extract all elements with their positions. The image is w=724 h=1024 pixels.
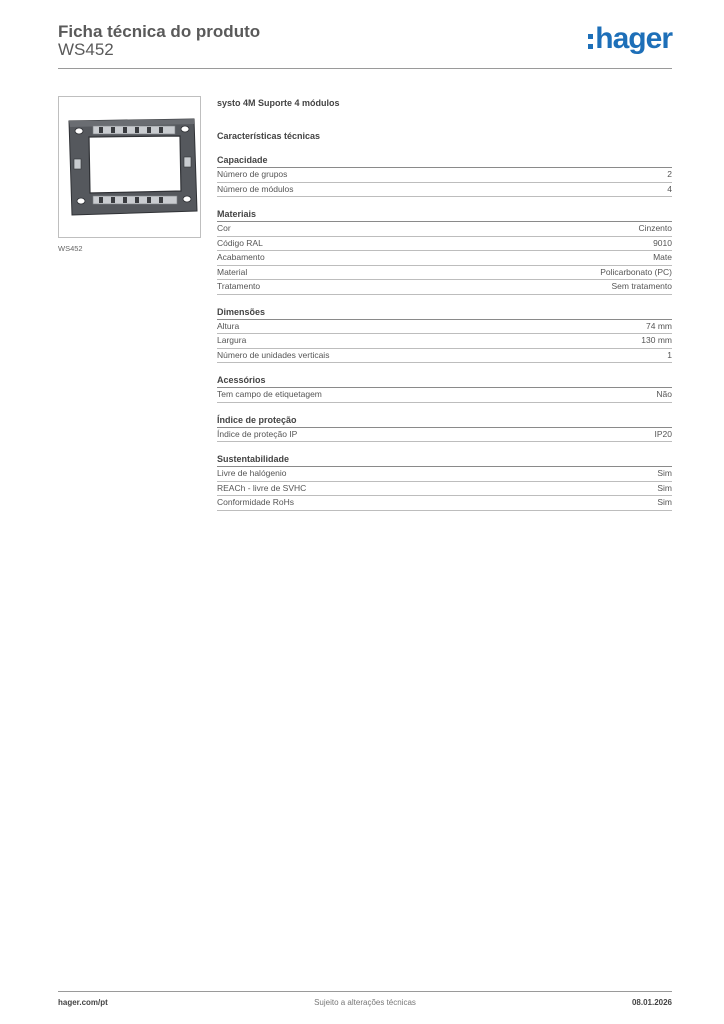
- spec-row: [217, 482, 672, 497]
- spec-row: [217, 222, 672, 237]
- spec-sheet: [217, 96, 672, 511]
- spec-value: Sim: [657, 497, 672, 507]
- spec-row: [217, 237, 672, 252]
- spec-row: [217, 428, 672, 443]
- spec-value: 74 mm: [646, 320, 672, 331]
- spec-value: Policarbonato (PC): [600, 266, 672, 277]
- spec-value: Mate: [653, 252, 672, 262]
- spec-label: Tem campo de etiquetagem: [217, 389, 322, 399]
- image-caption: WS452: [58, 244, 83, 253]
- spec-value: 4: [667, 183, 672, 194]
- section-title: Acessórios: [217, 374, 672, 388]
- logo-dots-icon: [588, 34, 593, 49]
- section-sustentabilidade: [217, 453, 672, 511]
- section-title: Índice de proteção: [217, 414, 672, 428]
- section-title: Capacidade: [217, 154, 672, 168]
- spec-row: [217, 266, 672, 281]
- hager-logo: [588, 22, 672, 56]
- spec-value: Sim: [657, 482, 672, 493]
- footer-disclaimer: Sujeito a alterações técnicas: [314, 998, 416, 1007]
- footer-divider: [58, 991, 672, 992]
- spec-value: Cinzento: [638, 223, 672, 233]
- spec-row: [217, 251, 672, 266]
- section-indice-protecao: [217, 414, 672, 443]
- section-capacidade: [217, 154, 672, 197]
- spec-row: [217, 334, 672, 349]
- spec-value: 2: [667, 169, 672, 179]
- document-title: Ficha técnica do produto: [58, 22, 261, 41]
- spec-row: [217, 280, 672, 295]
- spec-label: Número de unidades verticais: [217, 349, 330, 360]
- technical-characteristics-heading: Características técnicas: [217, 131, 321, 141]
- spec-label: Índice de proteção IP: [217, 428, 298, 439]
- page-header: [58, 22, 672, 70]
- spec-label: Número de módulos: [217, 183, 294, 194]
- footer-date: 08.01.2026: [631, 998, 672, 1007]
- spec-label: Altura: [217, 320, 240, 331]
- page-footer: [58, 998, 672, 1010]
- spec-label: Largura: [217, 335, 247, 345]
- spec-value: 130 mm: [641, 335, 672, 345]
- spec-row: [217, 496, 672, 511]
- product-name: systo 4M Suporte 4 módulos: [217, 98, 340, 108]
- spec-value: Não: [656, 389, 672, 399]
- spec-label: REACh - livre de SVHC: [217, 482, 307, 493]
- spec-label: Livre de halógenio: [217, 468, 287, 478]
- spec-label: Acabamento: [217, 252, 265, 262]
- product-code: WS452: [58, 40, 114, 59]
- mounting-frame-illustration: [59, 97, 200, 237]
- spec-label: Código RAL: [217, 237, 263, 248]
- section-title: Materiais: [217, 208, 672, 222]
- spec-row: [217, 467, 672, 482]
- logo-text: hager: [595, 22, 672, 55]
- section-materiais: [217, 208, 672, 295]
- spec-value: 1: [667, 349, 672, 360]
- footer-website-link[interactable]: hager.com/pt: [58, 998, 108, 1007]
- spec-label: Número de grupos: [217, 169, 288, 179]
- spec-label: Material: [217, 266, 248, 277]
- section-dimensoes: [217, 306, 672, 364]
- spec-row: [217, 349, 672, 364]
- product-image: [58, 96, 201, 238]
- section-title: Sustentabilidade: [217, 453, 672, 467]
- section-acessorios: [217, 374, 672, 403]
- spec-label: Tratamento: [217, 281, 261, 291]
- spec-value: Sem tratamento: [611, 281, 672, 291]
- spec-value: Sim: [657, 468, 672, 478]
- spec-row: [217, 320, 672, 335]
- spec-label: Cor: [217, 223, 231, 233]
- spec-value: 9010: [653, 237, 672, 248]
- section-title: Dimensões: [217, 306, 672, 320]
- spec-row: [217, 388, 672, 403]
- header-divider: [58, 68, 672, 69]
- spec-value: IP20: [654, 428, 672, 439]
- spec-row: [217, 183, 672, 198]
- spec-label: Conformidade RoHs: [217, 497, 295, 507]
- spec-row: [217, 168, 672, 183]
